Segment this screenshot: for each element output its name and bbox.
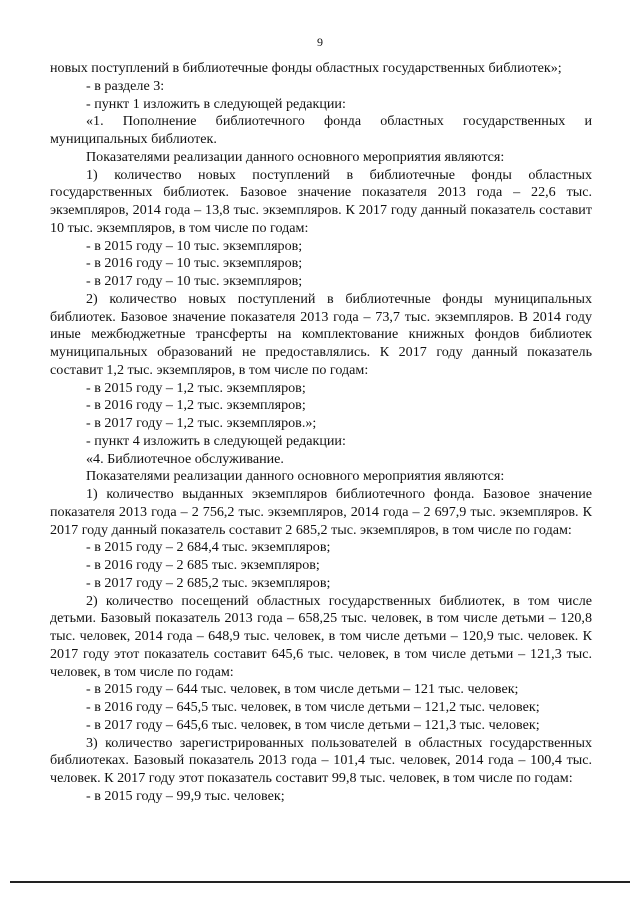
list-item: - в 2015 году – 10 тыс. экземпляров; xyxy=(86,237,303,254)
paragraph: - в разделе 3: xyxy=(86,77,165,94)
paragraph: 1) количество выданных экземпляров библиотечного фонда. Базовое значение показателя 2013 года – 2 756,2 тыс. экземпляров, 2014 года – 2 697,9 тыс. экземпляров. К 2017 году данный показатель составит 2 685,2 тыс. экземпляров, в том числе по годам: xyxy=(50,486,592,538)
paragraph: - пункт 1 изложить в следующей редакции: xyxy=(86,95,346,112)
list-item: - в 2016 году – 1,2 тыс. экземпляров; xyxy=(86,397,306,414)
list-item: - в 2015 году – 2 684,4 тыс. экземпляров; xyxy=(86,539,331,556)
list-item: - в 2017 году – 10 тыс. экземпляров; xyxy=(86,273,303,289)
paragraph: 2) количество новых поступлений в библиотечные фонды муниципальных библиотек. Базовое значение показателя 2013 года – 73,7 тыс. экземпляров. В 2014 году иные межбюджетные трансферты на комплектование книжных фондов библиотек муниципальных образований не предоставлялись. К 2017 году данный показатель составит 1,2 тыс. экземпляров, в том числе по годам: xyxy=(50,290,592,378)
list-item: - в 2017 году – 645,6 тыс. человек, в том числе детьми – 121,3 тыс. человек; xyxy=(86,716,540,733)
list-item: - в 2015 году – 99,9 тыс. человек; xyxy=(86,787,285,804)
paragraph: - пункт 4 изложить в следующей редакции: xyxy=(86,432,346,449)
paragraph: «4. Библиотечное обслуживание. xyxy=(86,450,284,467)
list-item: - в 2017 году – 2 685,2 тыс. экземпляров; xyxy=(86,574,331,591)
page-number: 9 xyxy=(317,35,323,49)
paragraph: «1. Пополнение библиотечного фонда областных государственных и муниципальных библиотек. xyxy=(50,113,592,147)
paragraph: 1) количество новых поступлений в библиотечные фонды областных государственных библиотек. Базовое значение показателя 2013 года – 22,6 тыс. экземпляров, 2014 года – 13,8 тыс. экземпляров. К 2017 году данный показатель составит 10 тыс. экземпляров, в том числе по годам: xyxy=(50,166,592,236)
list-item: - в 2016 году – 10 тыс. экземпляров; xyxy=(86,255,303,272)
paragraph: 2) количество посещений областных государственных библиотек, в том числе детьми. Базовый показатель 2013 года – 658,25 тыс. человек, в том числе детьми – 120,8 тыс. человек, 2014 года – 648,9 тыс. человек, в том числе детьми – 120,9 тыс. человек. К 2017 году этот показатель составит 645,6 тыс. человек, в том числе детьми – 121,3 тыс. человек, в том числе по годам: xyxy=(50,592,592,680)
list-item: - в 2017 году – 1,2 тыс. экземпляров.»; xyxy=(86,415,317,431)
list-item: - в 2015 году – 644 тыс. человек, в том числе детьми – 121 тыс. человек; xyxy=(86,681,519,698)
list-item: - в 2015 году – 1,2 тыс. экземпляров; xyxy=(86,379,306,396)
document-body xyxy=(50,60,592,806)
list-item: - в 2016 году – 2 685 тыс. экземпляров; xyxy=(86,557,320,573)
paragraph: Показателями реализации данного основного мероприятия являются: xyxy=(86,468,505,485)
page-bottom-rule xyxy=(10,881,630,883)
list-item: - в 2016 году – 645,5 тыс. человек, в том числе детьми – 121,2 тыс. человек; xyxy=(86,699,540,715)
paragraph: Показателями реализации данного основного мероприятия являются: xyxy=(86,148,505,165)
paragraph: новых поступлений в библиотечные фонды областных государственных библиотек»; xyxy=(50,60,562,76)
paragraph: 3) количество зарегистрированных пользователей в областных государственных библиотеках. Базовый показатель 2013 года – 101,4 тыс. человек, 2014 года – 100,4 тыс. человек. К 2017 году этот показатель составит 99,8 тыс. человек, в том числе по годам: xyxy=(50,734,592,786)
